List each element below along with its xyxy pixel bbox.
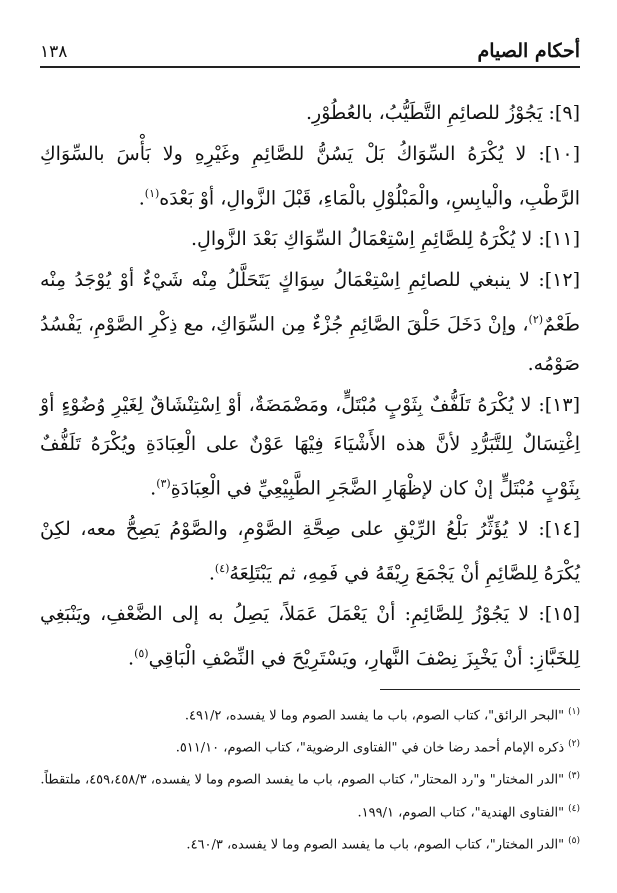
- body-text: [40, 94, 580, 679]
- footnote-marker: (١): [568, 706, 580, 717]
- footnote-text: ذكره الإمام أحمد رضا خان في "الفتاوى الرضوية"، كتاب الصوم، ٥١١/١٠.: [175, 740, 565, 756]
- footnote-1: [40, 700, 580, 728]
- page-number: ١٣٨: [40, 42, 68, 62]
- paragraph-text: يَجُوْزُ للصائِمِ التَّطَيُّبُ، بالعُطُوْرِ.: [305, 102, 543, 124]
- paragraph-14: [40, 510, 580, 593]
- paragraph-text-tail: .: [128, 647, 135, 670]
- paragraph-text: لا ينبغي للصائِمِ اِسْتِعْمَالُ سِوَاكٍ يَتَحَلَّلُ مِنْه شَيْءٌ أوْ يُوْجَدُ مِنْه طَعْمٌ: [40, 269, 580, 336]
- book-page: [40, 28, 580, 861]
- footnote-text: "البحر الرائق"، كتاب الصوم، باب ما يفسد الصوم وما لا يفسده، ٤٩١/٢.: [184, 707, 565, 723]
- paragraph-number: [١١]:: [538, 228, 580, 251]
- paragraph-number: [١٣]:: [538, 393, 580, 416]
- paragraph-10: [١٠]: لا يُكْرَهُ السِّوَاكُ بَلْ يَسُنُّ للصَّائِمِ وغَيْرِهِ ولا بَأْسَ بالسِّوَاكِ الرَّطْبِ، والْيابِسِ، والْمَبْلُوْلِ بالْمَاءِ، قَبْلَ الزَّوالِ، أوْ بَعْدَه$^{(١)}$.: [40, 143, 580, 210]
- footnote-marker: (٣): [568, 771, 580, 782]
- paragraph-text-tail: .: [208, 562, 215, 585]
- paragraph-number: [٩]:: [548, 102, 580, 124]
- footnote-marker: (٢): [568, 738, 580, 749]
- paragraph-number: [١٠]:: [538, 143, 580, 165]
- paragraph-text: لا يُكْرَهُ السِّوَاكُ بَلْ يَسُنُّ للصَّائِمِ وغَيْرِهِ ولا بَأْسَ بالسِّوَاكِ الرَّطْبِ، والْيابِسِ، والْمَبْلُوْلِ بالْمَاءِ، قَبْلَ الزَّوالِ، أوْ بَعْدَه: [40, 143, 580, 210]
- footnote-4: [40, 797, 580, 825]
- footnotes: [40, 700, 580, 858]
- paragraph-9: [40, 94, 580, 133]
- paragraph-text: لا يُكْرَهُ لِلصَّائِمِ اِسْتِعْمَالُ السِّوَاكِ بَعْدَ الزَّوالِ.: [190, 228, 533, 251]
- footnote-separator: [380, 689, 580, 690]
- paragraph-11: [40, 220, 580, 259]
- footnote-reference[interactable]: (٢): [528, 313, 544, 327]
- paragraph-number: [١٤]:: [538, 517, 580, 540]
- footnote-reference[interactable]: (٤): [214, 561, 230, 575]
- paragraph-text-tail: .: [150, 476, 157, 499]
- footnote-3: [40, 764, 580, 792]
- footnote-reference[interactable]: (٣): [156, 476, 171, 490]
- paragraph-number: [١٥]:: [538, 603, 581, 626]
- paragraph-text: لا يَجُوْزُ لِلصَّائِمِ: أنْ يَعْمَلَ عَمَلاً، يَصِلُ به إلى الضَّعْفِ، ويَنْبَغِي لِلخَبَّازِ: أنْ يَخْبِزَ نِصْفَ النَّهارِ، ويَسْتَرِيْحَ في النِّصْفِ الْبَاقِي: [40, 603, 580, 670]
- footnote-reference[interactable]: (١): [144, 187, 160, 200]
- footnote-text: "الدر المختار"، كتاب الصوم، باب ما يفسد الصوم وما لا يفسده، ٤٦٠/٣.: [186, 837, 565, 853]
- paragraph-text: لا يُؤَثِّرُ بَلْعُ الرِّيْقِ على صِحَّةِ الصَّوْمِ، والصَّوْمُ يَصِحُّ معه، لكِنْ يُكْرَهُ لِلصَّائِمِ أنْ يَجْمَعَ رِيْقَهُ في فَمِهِ، ثم يَبْتَلِعَهُ: [40, 517, 580, 585]
- footnote-reference[interactable]: (٥): [134, 647, 149, 661]
- paragraph-text-tail: ، وإنْ دَخَلَ حَلْقَ الصَّائِمِ جُزْءٌ مِن السِّوَاكِ، مع ذِكْرِ الصَّوْمِ، يَفْسُدُ صَوْمُه.: [40, 313, 580, 375]
- paragraph-text: لا يُكْرَهُ تَلَفُّفٌ بِثَوْبٍ مُبْتَلٍّ، ومَضْمَضَةٌ، أوْ اِسْتِنْشَاقٌ لِغَيْرِ وُضُوْءٍ أوْ اِغْتِسَالٌ لِلتَّبَرُّدِ لأنَّ هذه الأَشْيَاءَ فِيْهَا عَوْنٌ على الْعِبَادَةِ ويُكْرَهُ تَلَفُّفٌ بِثَوْبٍ مُبْتَلٍّ إنْ كان لإظْهَارِ الضَّجَرِ الطَّبِيْعِيِّ في الْعِبَادَةِ: [40, 393, 580, 499]
- footnote-marker: (٤): [568, 803, 580, 814]
- footnote-text: "الدر المختار" و"رد المحتار"، كتاب الصوم، باب ما يفسد الصوم وما لا يفسده، ٤٥٩،٤٥٨/٣، ملتقطاً.: [40, 772, 565, 788]
- footnote-5: [40, 829, 580, 857]
- footnote-marker: (٥): [568, 835, 580, 846]
- footnote-text: "الفتاوى الهندية"، كتاب الصوم، ١٩٩/١.: [357, 804, 565, 820]
- paragraph-15: [40, 595, 580, 678]
- paragraph-13: [40, 386, 580, 508]
- running-title: أحكام الصيام: [477, 40, 580, 62]
- page-header: [40, 28, 580, 68]
- paragraph-12: [40, 261, 580, 383]
- paragraph-number: [١٢]:: [538, 269, 581, 292]
- footnote-2: [40, 732, 580, 760]
